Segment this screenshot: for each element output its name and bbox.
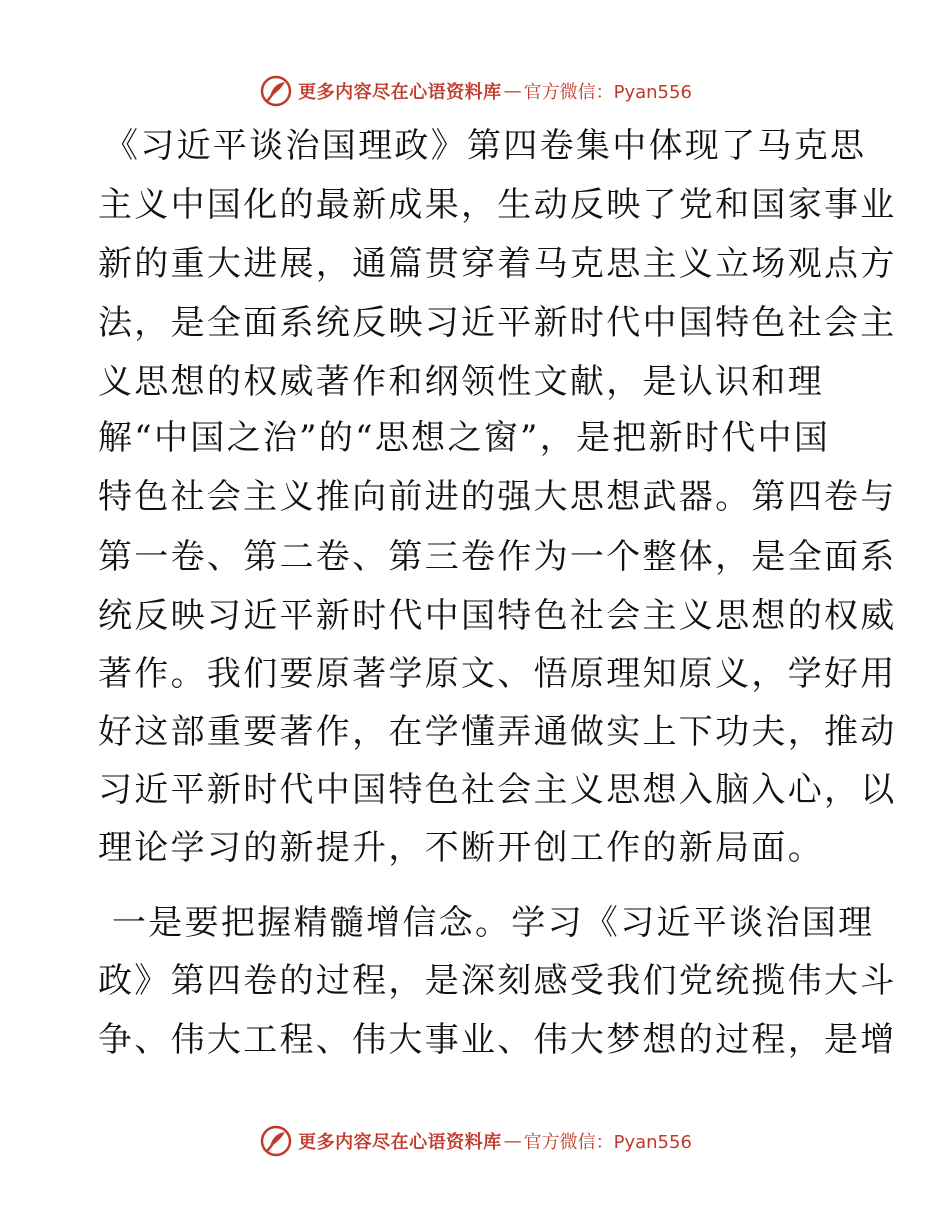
footer-brand-text: 更多内容尽在心语资料库 [298, 1132, 502, 1153]
footer-contact-text: 官方微信：Pyan556 [523, 1132, 692, 1153]
text-line: 理论学习的新提升，不断开创工作的新局面。 [98, 828, 824, 868]
text-line: 主义中国化的最新成果，生动反映了党和国家事业 [98, 185, 897, 225]
text-line: 《习近平谈治国理政》第四卷集中体现了马克思 [104, 126, 867, 166]
footer-watermark [0, 1121, 950, 1161]
header-watermark [0, 71, 950, 111]
text-line: 一是要把握精髓增信念。学习《习近平谈治国理 [112, 903, 875, 943]
text-line: 新的重大进展，通篇贯穿着马克思主义立场观点方 [98, 244, 897, 284]
text-line: 著作。我们要原著学原文、悟原理知原义，学好用 [98, 654, 897, 694]
text-line: 统反映习近平新时代中国特色社会主义思想的权威 [98, 596, 897, 636]
text-line: 习近平新时代中国特色社会主义思想入脑入心，以 [98, 770, 897, 810]
text-line: 解“中国之治”的“思想之窗”，是把新时代中国 [98, 418, 831, 458]
header-separator: — [503, 80, 522, 102]
footer-separator: — [503, 1130, 522, 1152]
header-contact-text: 官方微信：Pyan556 [523, 82, 692, 103]
text-line: 争、伟大工程、伟大事业、伟大梦想的过程，是增 [98, 1020, 897, 1060]
text-line: 政》第四卷的过程，是深刻感受我们党统揽伟大斗 [98, 961, 897, 1001]
text-line: 义思想的权威著作和纲领性文献，是认识和理 [98, 362, 824, 402]
brand-logo-icon [258, 73, 294, 109]
text-line: 法，是全面系统反映习近平新时代中国特色社会主 [98, 303, 897, 343]
text-line: 特色社会主义推向前进的强大思想武器。第四卷与 [98, 477, 897, 517]
text-line: 第一卷、第二卷、第三卷作为一个整体，是全面系 [98, 537, 897, 577]
header-brand-text: 更多内容尽在心语资料库 [298, 82, 502, 103]
brand-logo-icon [258, 1123, 294, 1159]
text-line: 好这部重要著作，在学懂弄通做实上下功夫，推动 [98, 712, 897, 752]
